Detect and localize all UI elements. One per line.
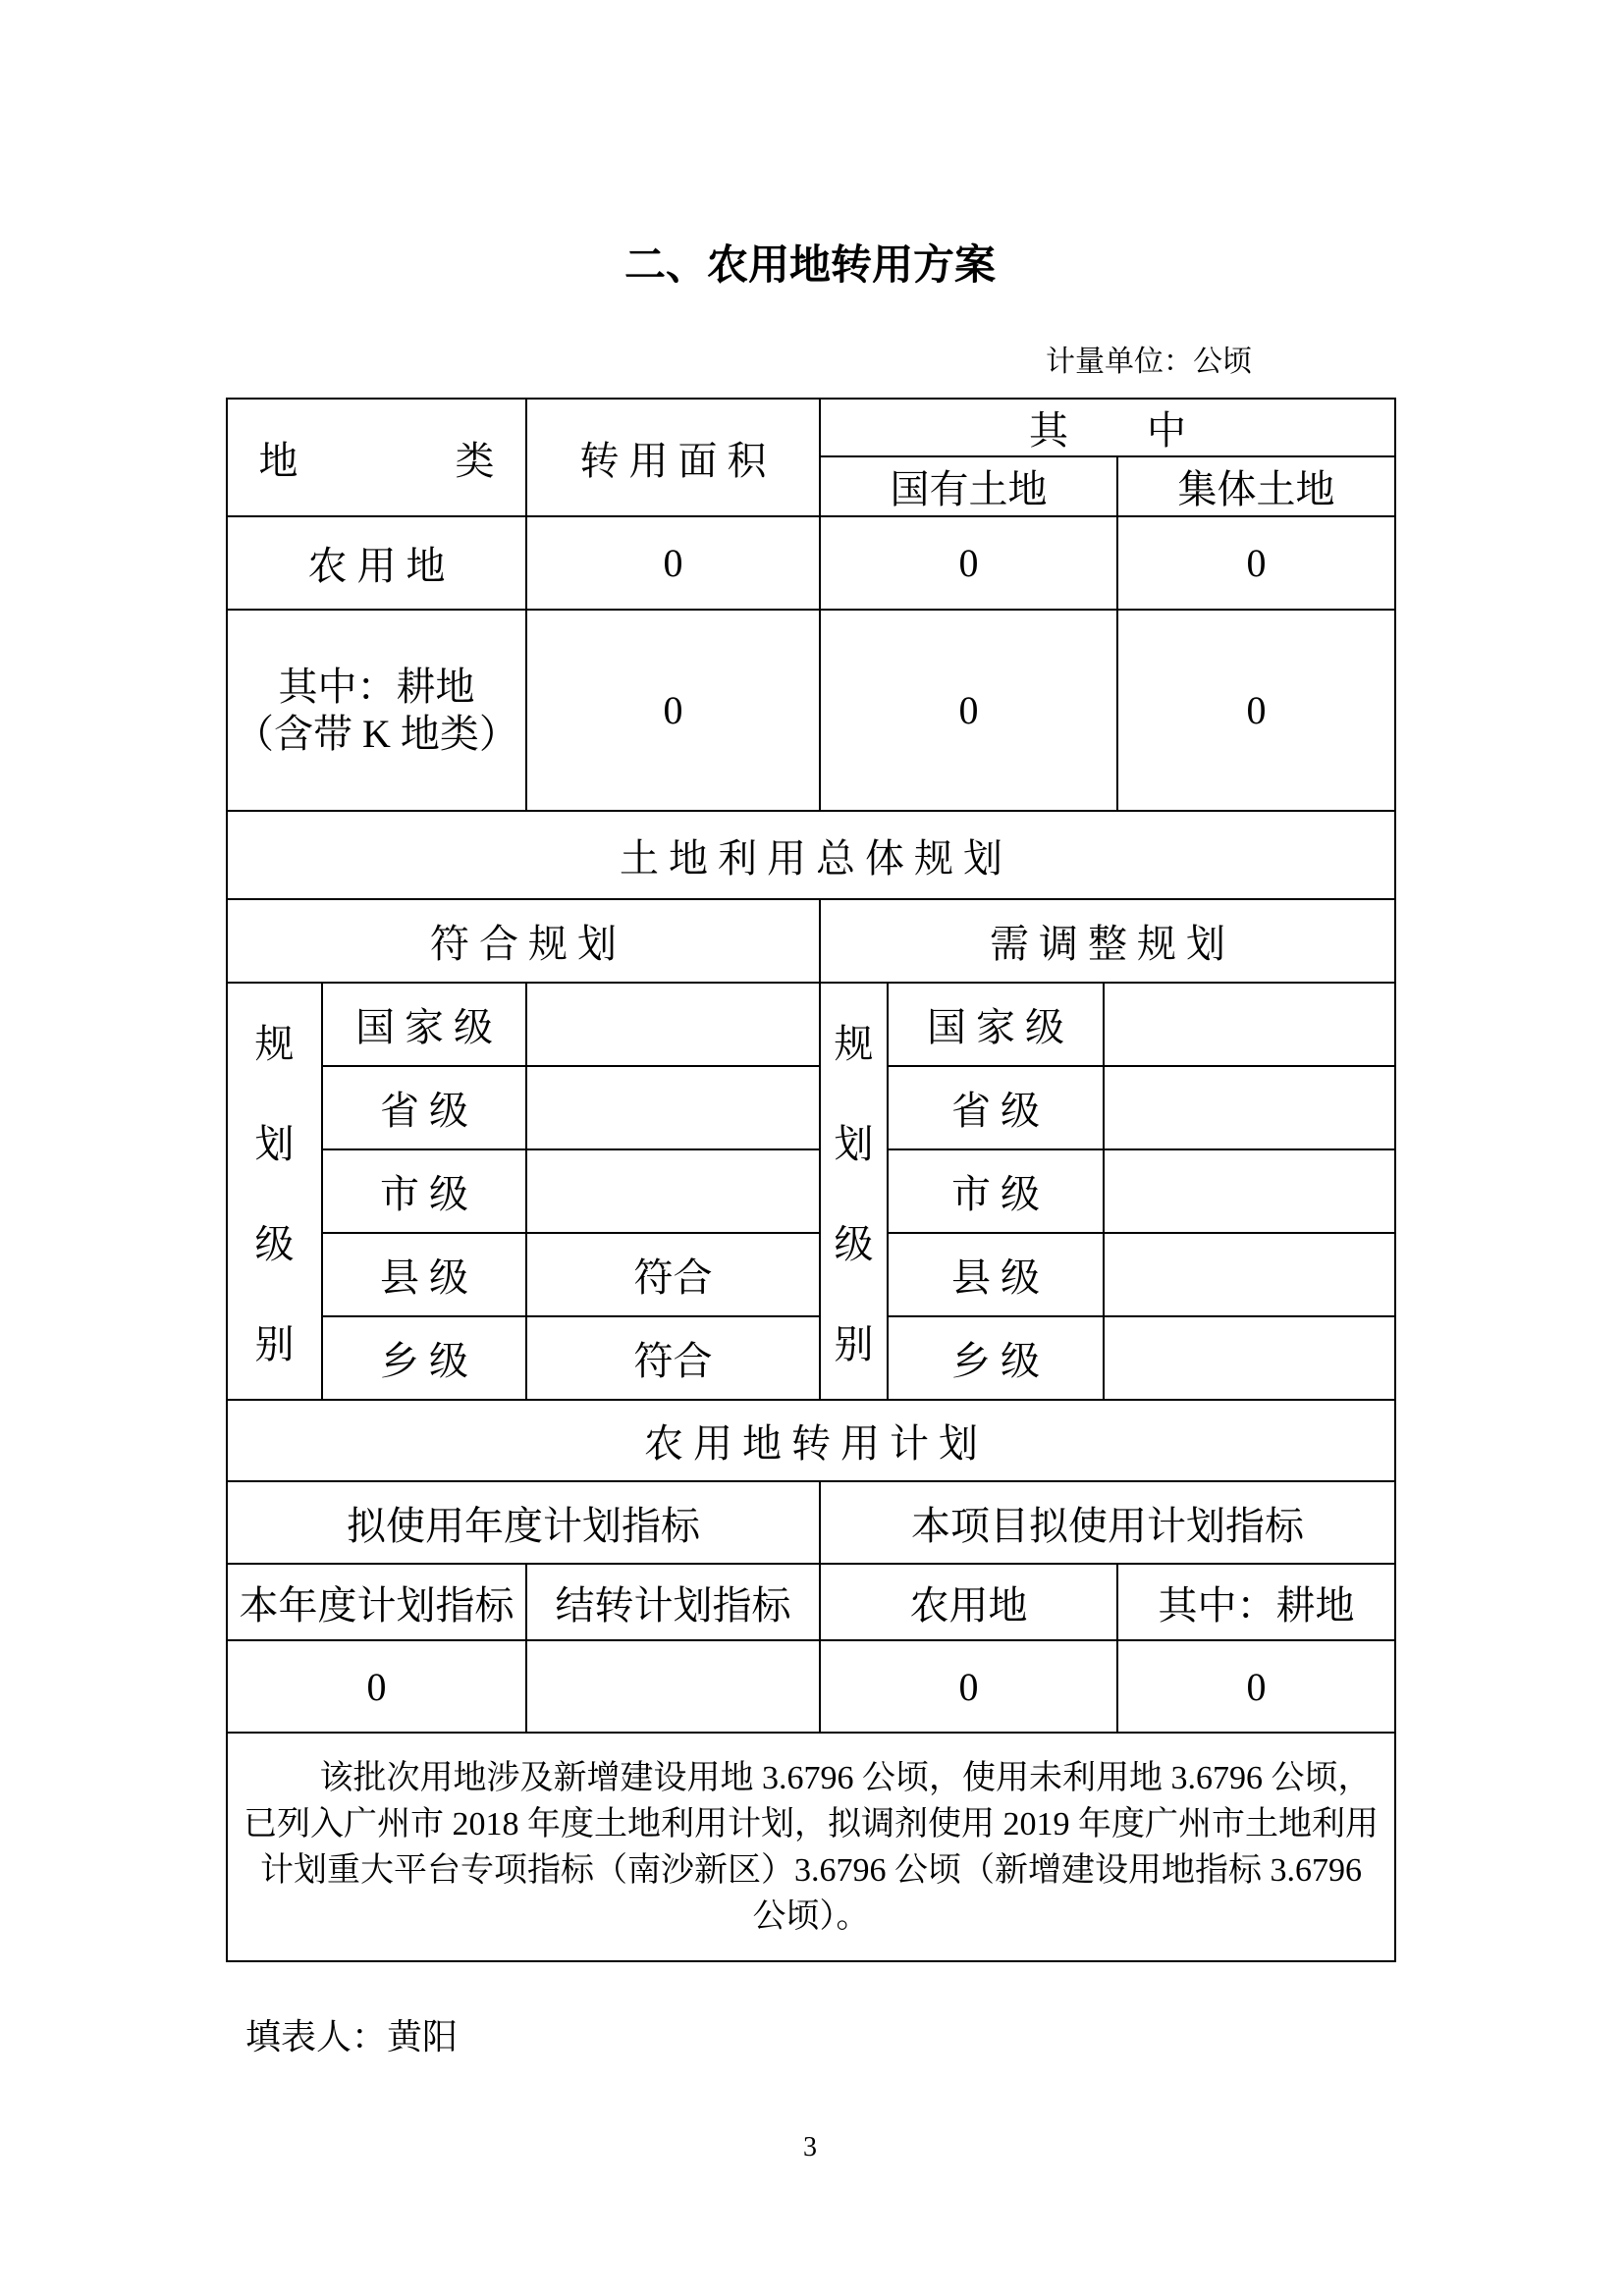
- axis-char: 别: [834, 1322, 874, 1366]
- row-agricultural-area: 0: [526, 516, 820, 610]
- header-state-owned: 国有土地: [820, 456, 1117, 516]
- level-label-adjust-province: 省 级: [888, 1066, 1104, 1149]
- unit-note: 计量单位：公顷: [1046, 346, 1252, 378]
- level-value-comply-province: [526, 1066, 820, 1149]
- value-carryover: [526, 1640, 820, 1733]
- planning-level-axis-left-chars: [228, 988, 321, 1395]
- level-value-comply-city: [526, 1149, 820, 1233]
- row-cultivated-collective: 0: [1117, 610, 1395, 811]
- header-conversion-area: 转 用 面 积: [526, 399, 820, 516]
- row-cultivated-state: 0: [820, 610, 1117, 811]
- axis-char: 别: [254, 1322, 295, 1366]
- row-cultivated-label-line2: （含带 K 地类）: [235, 711, 518, 756]
- header-land-class: 地 类: [227, 399, 526, 516]
- row-agricultural-collective: 0: [1117, 516, 1395, 610]
- value-current-year: 0: [227, 1640, 526, 1733]
- header-collective: 集体土地: [1117, 456, 1395, 516]
- col-carryover-quota: 结转计划指标: [526, 1564, 820, 1640]
- level-label-adjust-national: 国 家 级: [888, 983, 1104, 1066]
- row-agricultural-label: 农 用 地: [227, 516, 526, 610]
- axis-char: 规: [834, 1022, 874, 1066]
- level-label-comply-province: 省 级: [322, 1066, 526, 1149]
- level-value-adjust-township: [1104, 1316, 1395, 1400]
- level-label-comply-national: 国 家 级: [322, 983, 526, 1066]
- note-line-3: 计划重大平台专项指标（南沙新区）3.6796 公顷（新增建设用地指标 3.6796: [260, 1851, 1362, 1889]
- planning-level-axis-right-chars: [821, 988, 887, 1395]
- axis-char: 级: [834, 1222, 874, 1266]
- level-value-adjust-province: [1104, 1066, 1395, 1149]
- level-label-comply-county: 县 级: [322, 1233, 526, 1316]
- row-cultivated-area: 0: [526, 610, 820, 811]
- planning-level-axis-left: [227, 983, 322, 1400]
- page-title: 二、农用地转用方案: [623, 241, 996, 288]
- header-adjust-plan: 需 调 整 规 划: [820, 899, 1395, 983]
- axis-char: 规: [254, 1022, 295, 1066]
- axis-char: 划: [834, 1122, 874, 1166]
- filler-name: 填表人：黄阳: [245, 2017, 459, 2056]
- header-among-which: 其 中: [820, 399, 1395, 456]
- col-agricultural-quota: 农用地: [820, 1564, 1117, 1640]
- level-value-comply-township: 符合: [526, 1316, 820, 1400]
- row-cultivated-label-line1: 其中：耕地: [278, 664, 475, 709]
- header-annual-quota: 拟使用年度计划指标: [227, 1481, 820, 1564]
- axis-char: 级: [254, 1222, 295, 1266]
- level-value-comply-county: 符合: [526, 1233, 820, 1316]
- section-title-conversion-plan: 农 用 地 转 用 计 划: [227, 1400, 1395, 1481]
- level-label-comply-township: 乡 级: [322, 1316, 526, 1400]
- note-paragraph: [227, 1733, 1395, 1961]
- level-value-adjust-national: [1104, 983, 1395, 1066]
- header-project-quota: 本项目拟使用计划指标: [820, 1481, 1395, 1564]
- level-label-adjust-city: 市 级: [888, 1149, 1104, 1233]
- note-line-4: 公顷）。: [752, 1897, 870, 1935]
- col-current-year-quota: 本年度计划指标: [227, 1564, 526, 1640]
- level-label-adjust-county: 县 级: [888, 1233, 1104, 1316]
- section-title-overall-plan: 土 地 利 用 总 体 规 划: [227, 811, 1395, 899]
- level-value-comply-national: [526, 983, 820, 1066]
- header-comply-plan: 符 合 规 划: [227, 899, 820, 983]
- level-value-adjust-city: [1104, 1149, 1395, 1233]
- row-cultivated-label: [227, 610, 526, 811]
- row-agricultural-state: 0: [820, 516, 1117, 610]
- page-number: 3: [803, 2132, 817, 2163]
- level-label-comply-city: 市 级: [322, 1149, 526, 1233]
- axis-char: 划: [254, 1122, 295, 1166]
- col-cultivated-quota: 其中：耕地: [1117, 1564, 1395, 1640]
- level-value-adjust-county: [1104, 1233, 1395, 1316]
- value-agricultural: 0: [820, 1640, 1117, 1733]
- content-column: [226, 0, 1394, 2163]
- level-label-adjust-township: 乡 级: [888, 1316, 1104, 1400]
- land-conversion-table: [226, 398, 1396, 1962]
- note-line-2: 已列入广州市 2018 年度土地利用计划，拟调剂使用 2019 年度广州市土地利用: [244, 1805, 1379, 1842]
- planning-level-axis-right: [820, 983, 888, 1400]
- note-line-1: 该批次用地涉及新增建设用地 3.6796 公顷，使用未利用地 3.6796 公顷，: [319, 1759, 1372, 1796]
- value-cultivated: 0: [1117, 1640, 1395, 1733]
